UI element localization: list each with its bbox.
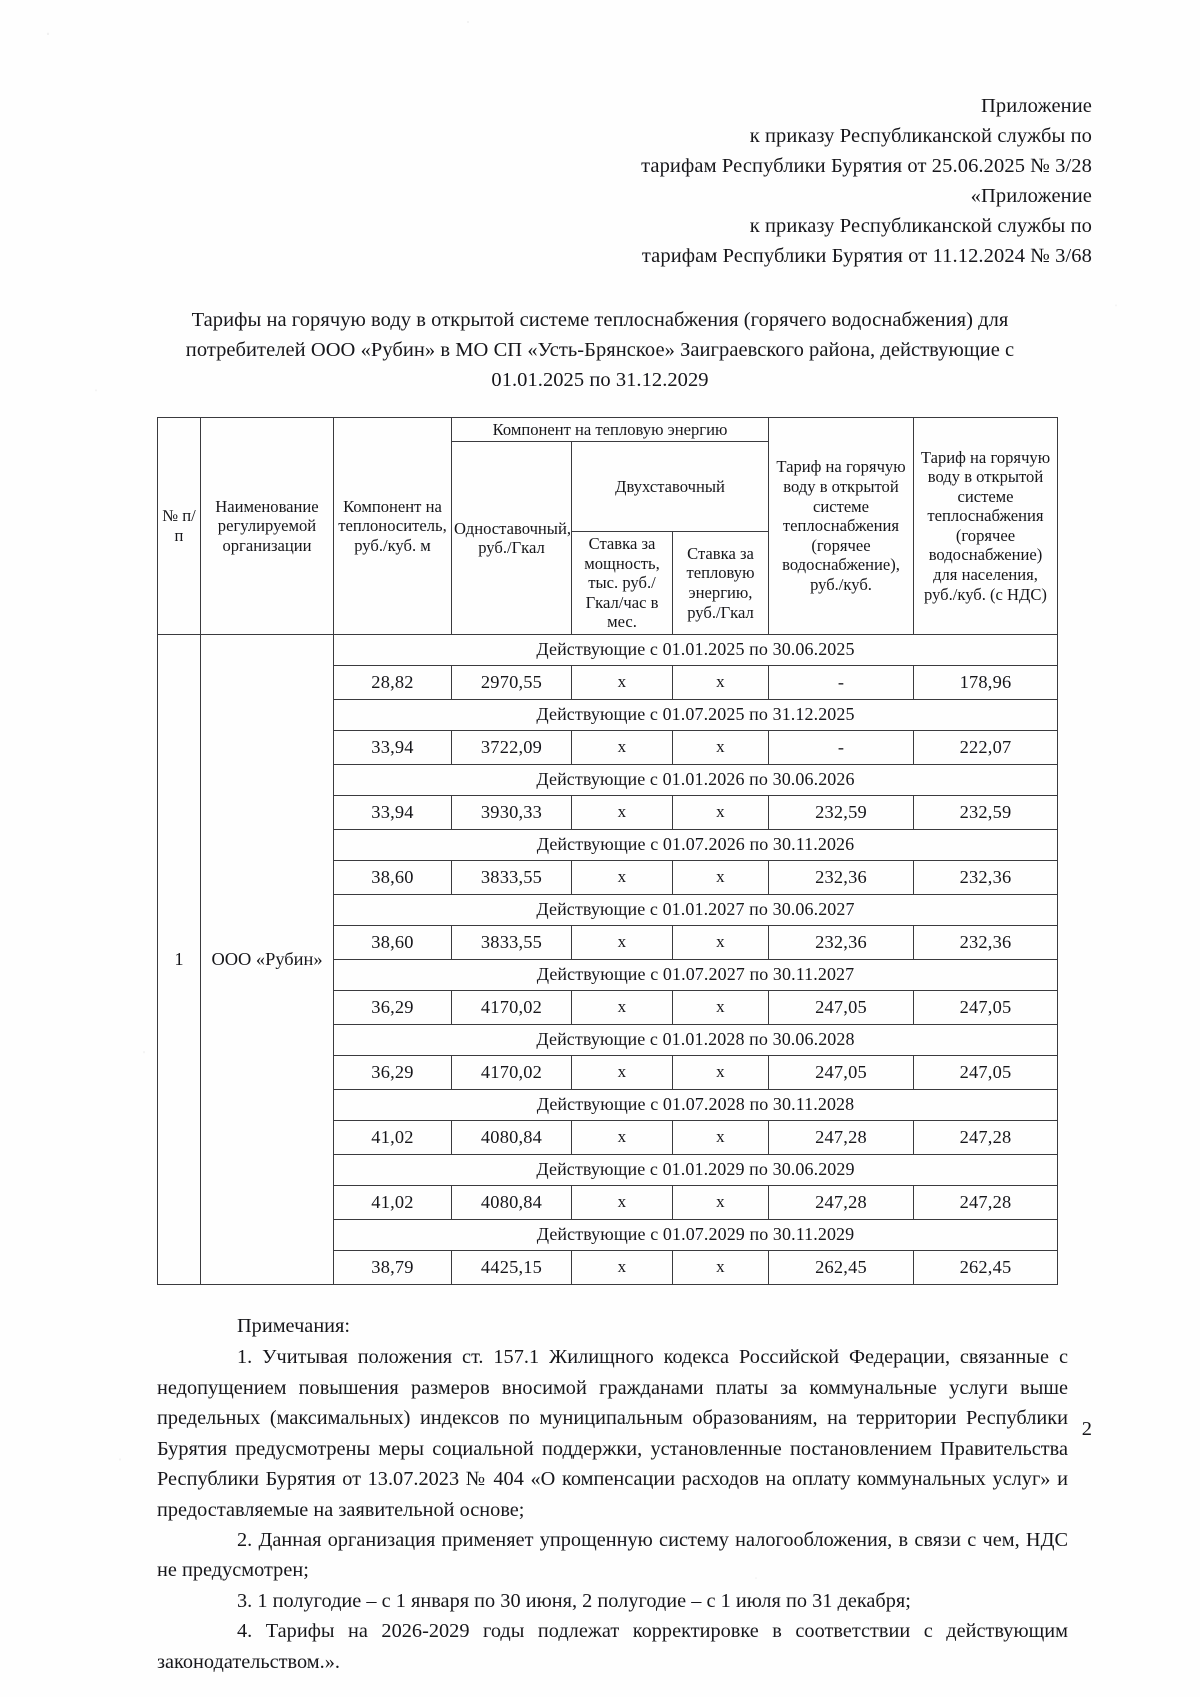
cell-hot-water-tariff: 247,28: [769, 1120, 914, 1154]
header-line-1: Приложение: [980, 95, 1092, 117]
header-power-rate: Ставка за мощность, тыс. руб./Гкал/час в мес.: [572, 532, 673, 635]
cell-single-rate: 4080,84: [452, 1120, 572, 1154]
note-item-2: 2. Данная организация применяет упрощенную систему налогообложения, в связи с чем, НДС не предусмотрен;: [157, 1528, 1068, 1582]
note-item-4: 4. Тарифы на 2026-2029 годы подлежат корректировке в соответствии с действующим законодательством.».: [157, 1620, 1068, 1673]
header-single-rate: Одноставочный, руб./Гкал: [452, 442, 572, 634]
cell-hot-water-tariff: 247,05: [769, 990, 914, 1024]
cell-energy-rate: х: [673, 1185, 769, 1219]
cell-single-rate: 3833,55: [452, 925, 572, 959]
cell-power-rate: х: [572, 795, 673, 829]
header-hot-water-population: Тариф на горячую воду в открытой системе теплоснабжения (горячее водоснабжение) для населения, руб./куб. (с НДС): [914, 417, 1058, 634]
cell-hot-water-population: 247,28: [914, 1185, 1058, 1219]
header-line-5: к приказу Республиканской службы по: [749, 214, 1092, 237]
document-title: Тарифы на горячую воду в открытой системе теплоснабжения (горячего водоснабжения) для потребителей ООО «Рубин» в МО СП «Усть-Брянское» Заиграевского района, действующие с 01.01.2025 по 31.12.2029: [185, 308, 1015, 391]
cell-power-rate: х: [572, 1120, 673, 1154]
cell-hot-water-population: 178,96: [914, 665, 1058, 699]
cell-power-rate: х: [572, 1250, 673, 1284]
cell-hot-water-population: 247,28: [914, 1120, 1058, 1154]
cell-hot-water-population: 247,05: [914, 990, 1058, 1024]
header-thermal-energy-group: Компонент на тепловую энергию: [452, 417, 769, 442]
cell-power-rate: х: [572, 1185, 673, 1219]
cell-power-rate: х: [572, 860, 673, 894]
cell-hot-water-tariff: 247,28: [769, 1185, 914, 1219]
cell-period-label: Действующие с 01.07.2027 по 30.11.2027: [334, 959, 1058, 990]
cell-hot-water-tariff: -: [769, 730, 914, 764]
tariff-table: [157, 417, 1058, 1285]
cell-period-label: Действующие с 01.07.2028 по 30.11.2028: [334, 1089, 1058, 1120]
cell-heat-carrier: 38,60: [334, 860, 452, 894]
cell-single-rate: 3722,09: [452, 730, 572, 764]
cell-power-rate: х: [572, 665, 673, 699]
cell-hot-water-tariff: 247,05: [769, 1055, 914, 1089]
cell-period-label: Действующие с 01.07.2026 по 30.11.2026: [334, 829, 1058, 860]
cell-single-rate: 4170,02: [452, 990, 572, 1024]
cell-heat-carrier: 41,02: [334, 1185, 452, 1219]
cell-power-rate: х: [572, 1055, 673, 1089]
cell-heat-carrier: 38,79: [334, 1250, 452, 1284]
cell-energy-rate: х: [673, 1055, 769, 1089]
cell-period-label: Действующие с 01.07.2025 по 31.12.2025: [334, 699, 1058, 730]
header-line-2: к приказу Республиканской службы по: [749, 124, 1092, 147]
period-banner-row: [158, 634, 1058, 665]
cell-energy-rate: х: [673, 990, 769, 1024]
cell-hot-water-tariff: 232,59: [769, 795, 914, 829]
notes-heading: Примечания:: [237, 1314, 351, 1337]
cell-period-label: Действующие с 01.01.2028 по 30.06.2028: [334, 1024, 1058, 1055]
cell-single-rate: 3930,33: [452, 795, 572, 829]
cell-hot-water-population: 262,45: [914, 1250, 1058, 1284]
cell-hot-water-tariff: 232,36: [769, 925, 914, 959]
cell-energy-rate: х: [673, 1250, 769, 1284]
cell-hot-water-tariff: 262,45: [769, 1250, 914, 1284]
header-heat-carrier: Компонент на теплоноситель, руб./куб. м: [334, 417, 452, 634]
cell-heat-carrier: 36,29: [334, 1055, 452, 1089]
note-item-1: 1. Учитывая положения ст. 157.1 Жилищного кодекса Российской Федерации, связанные с недопущением повышения размеров вносимой гражданами платы за коммунальные услуги выше предельных (максимальных) индексов по муниципальным образованиям, на территории Республики Бурятия предусмотрены меры социальной поддержки, установленные постановлением Правительства Республики Бурятия от 13.07.2023 № 404 «О компенсации расходов на оплату коммунальных услуг» и предоставляемые на заявительной основе;: [157, 1346, 1068, 1521]
page-number: 2: [1081, 1418, 1092, 1440]
cell-power-rate: х: [572, 990, 673, 1024]
cell-heat-carrier: 36,29: [334, 990, 452, 1024]
cell-period-label: Действующие с 01.01.2026 по 30.06.2026: [334, 764, 1058, 795]
header-line-3: тарифам Республики Бурятия от 25.06.2025 № 3/28: [641, 154, 1092, 177]
note-item-3: 3. 1 полугодие – с 1 января по 30 июня, 2 полугодие – с 1 июля по 31 декабря;: [237, 1589, 911, 1612]
cell-hot-water-tariff: 232,36: [769, 860, 914, 894]
tariff-table-body: [158, 634, 1058, 1284]
header-energy-rate: Ставка за тепловую энергию, руб./Гкал: [673, 532, 769, 635]
cell-period-label: Действующие с 01.01.2027 по 30.06.2027: [334, 894, 1058, 925]
cell-hot-water-tariff: -: [769, 665, 914, 699]
cell-energy-rate: х: [673, 860, 769, 894]
header-row-group: [158, 417, 1058, 442]
cell-power-rate: х: [572, 730, 673, 764]
tariff-table-wrapper: [157, 417, 1057, 1285]
cell-period-label: Действующие с 01.07.2029 по 30.11.2029: [334, 1219, 1058, 1250]
cell-energy-rate: х: [673, 1120, 769, 1154]
cell-period-label: Действующие с 01.01.2029 по 30.06.2029: [334, 1154, 1058, 1185]
cell-row-number: 1: [158, 634, 201, 1284]
cell-hot-water-population: 232,36: [914, 860, 1058, 894]
cell-heat-carrier: 33,94: [334, 795, 452, 829]
cell-heat-carrier: 33,94: [334, 730, 452, 764]
header-no: № п/п: [158, 417, 201, 634]
cell-period-label: Действующие с 01.01.2025 по 30.06.2025: [334, 634, 1058, 665]
cell-hot-water-population: 232,59: [914, 795, 1058, 829]
cell-energy-rate: х: [673, 795, 769, 829]
cell-organization-name: ООО «Рубин»: [201, 634, 334, 1284]
cell-energy-rate: х: [673, 665, 769, 699]
cell-single-rate: 4170,02: [452, 1055, 572, 1089]
cell-single-rate: 4080,84: [452, 1185, 572, 1219]
cell-heat-carrier: 41,02: [334, 1120, 452, 1154]
cell-hot-water-population: 247,05: [914, 1055, 1058, 1089]
cell-heat-carrier: 38,60: [334, 925, 452, 959]
cell-single-rate: 4425,15: [452, 1250, 572, 1284]
cell-energy-rate: х: [673, 925, 769, 959]
header-line-4: «Приложение: [970, 184, 1092, 207]
tariff-table-head: [158, 417, 1058, 634]
header-organization: Наименование регулируемой организации: [201, 417, 334, 634]
cell-single-rate: 2970,55: [452, 665, 572, 699]
notes-section: [157, 1311, 1068, 1677]
cell-single-rate: 3833,55: [452, 860, 572, 894]
header-hot-water-tariff: Тариф на горячую воду в открытой системе теплоснабжения (горячее водоснабжение), руб./куб.: [769, 417, 914, 634]
cell-hot-water-population: 222,07: [914, 730, 1058, 764]
cell-hot-water-population: 232,36: [914, 925, 1058, 959]
header-line-6: тарифам Республики Бурятия от 11.12.2024 № 3/68: [641, 244, 1092, 267]
cell-energy-rate: х: [673, 730, 769, 764]
document-header-block: [0, 92, 1092, 272]
cell-power-rate: х: [572, 925, 673, 959]
cell-heat-carrier: 28,82: [334, 665, 452, 699]
header-two-rate-group: Двухставочный: [572, 442, 769, 532]
